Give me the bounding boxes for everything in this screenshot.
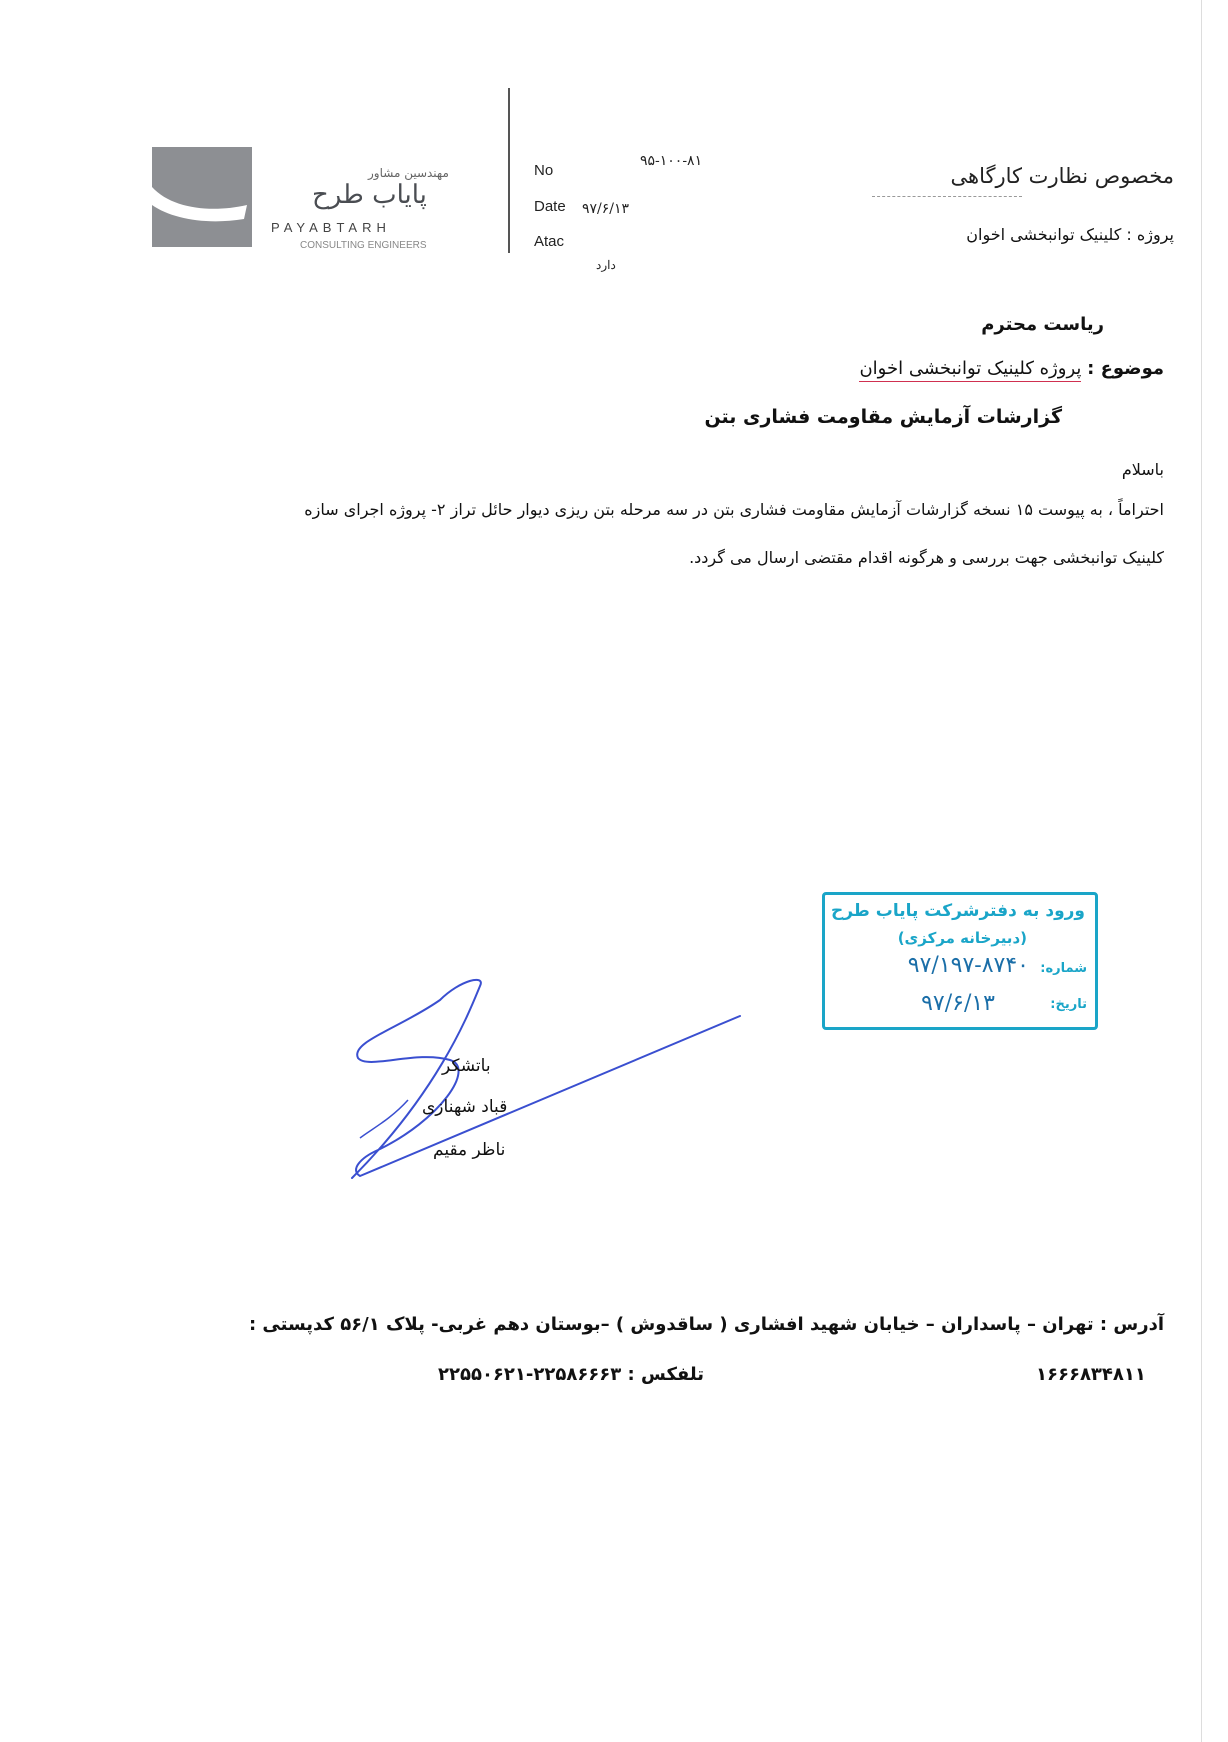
title-underline (872, 196, 1022, 197)
no-value: ۹۵-۱۰۰-۸۱ (640, 153, 703, 169)
supervision-title: مخصوص نظارت کارگاهی (950, 164, 1174, 188)
logo-swoosh-icon (152, 147, 252, 247)
stamp-number-value: ۹۷/۱۹۷-۸۷۴۰ (907, 953, 1029, 978)
stamp-title: ورود به دفترشرکت پایاب طرح (830, 901, 1085, 921)
stamp-subtitle: (دبیرخانه مرکزی) (897, 929, 1027, 947)
footer-postal-code: ۱۶۶۶۸۳۴۸۱۱ (1036, 1364, 1146, 1385)
page-edge-line (1201, 0, 1202, 1742)
subject-line (859, 358, 1164, 379)
atac-label: Atac (534, 233, 565, 250)
company-name-fa: پایاب طرح (312, 180, 427, 210)
date-value: ۹۷/۶/۱۳ (582, 201, 630, 217)
no-label: No (534, 162, 554, 179)
recipient: ریاست محترم (981, 314, 1104, 335)
stamp-date-value: ۹۷/۶/۱۳ (921, 991, 995, 1016)
letter-heading: گزارشات آزمایش مقاومت فشاری بتن (704, 406, 1062, 428)
footer-phone: تلفکس : ۲۲۵۸۶۶۶۳-۲۲۵۵۰۶۲۱ (438, 1364, 704, 1385)
atac-value: دارد (596, 258, 616, 272)
project-line: پروژه : کلینیک توانبخشی اخوان (966, 225, 1174, 244)
reception-stamp (822, 892, 1098, 1030)
body-line-1: احتراماً ، به پیوست ۱۵ نسخه گزارشات آزمایش مقاومت فشاری بتن در سه مرحله بتن ریزی دیوار حائل تراز ۲- پروژه اجرای سازه (304, 500, 1164, 519)
company-name-en: PAYABTARH (271, 220, 391, 235)
subject-value: پروژه کلینیک توانبخشی اخوان (859, 358, 1081, 382)
handwritten-signature (320, 970, 760, 1190)
signature-role: ناظر مقیم (433, 1140, 506, 1160)
footer-address: آدرس : تهران – پاسداران – خیابان شهید افشاری ( ساقدوش ) –بوستان دهم غربی- پلاک ۵۶/۱ کدپستی : (248, 1314, 1164, 1335)
greeting: باسلام (1121, 460, 1164, 479)
stamp-number-label: شماره: (1040, 961, 1087, 976)
company-tagline-en: CONSULTING ENGINEERS (300, 240, 427, 251)
company-logo-mark (152, 147, 252, 247)
company-subtitle-fa: مهندسین مشاور (368, 166, 449, 180)
header-divider (508, 88, 510, 253)
stamp-date-label: تاریخ: (1050, 997, 1087, 1012)
signature-thanks: باتشکر (442, 1056, 491, 1076)
date-label: Date (534, 198, 566, 215)
body-line-2: کلینیک توانبخشی جهت بررسی و هرگونه اقدام مقتضی ارسال می گردد. (689, 548, 1164, 567)
signature-name: قباد شهنازی (422, 1097, 508, 1117)
subject-label: موضوع : (1087, 358, 1164, 379)
